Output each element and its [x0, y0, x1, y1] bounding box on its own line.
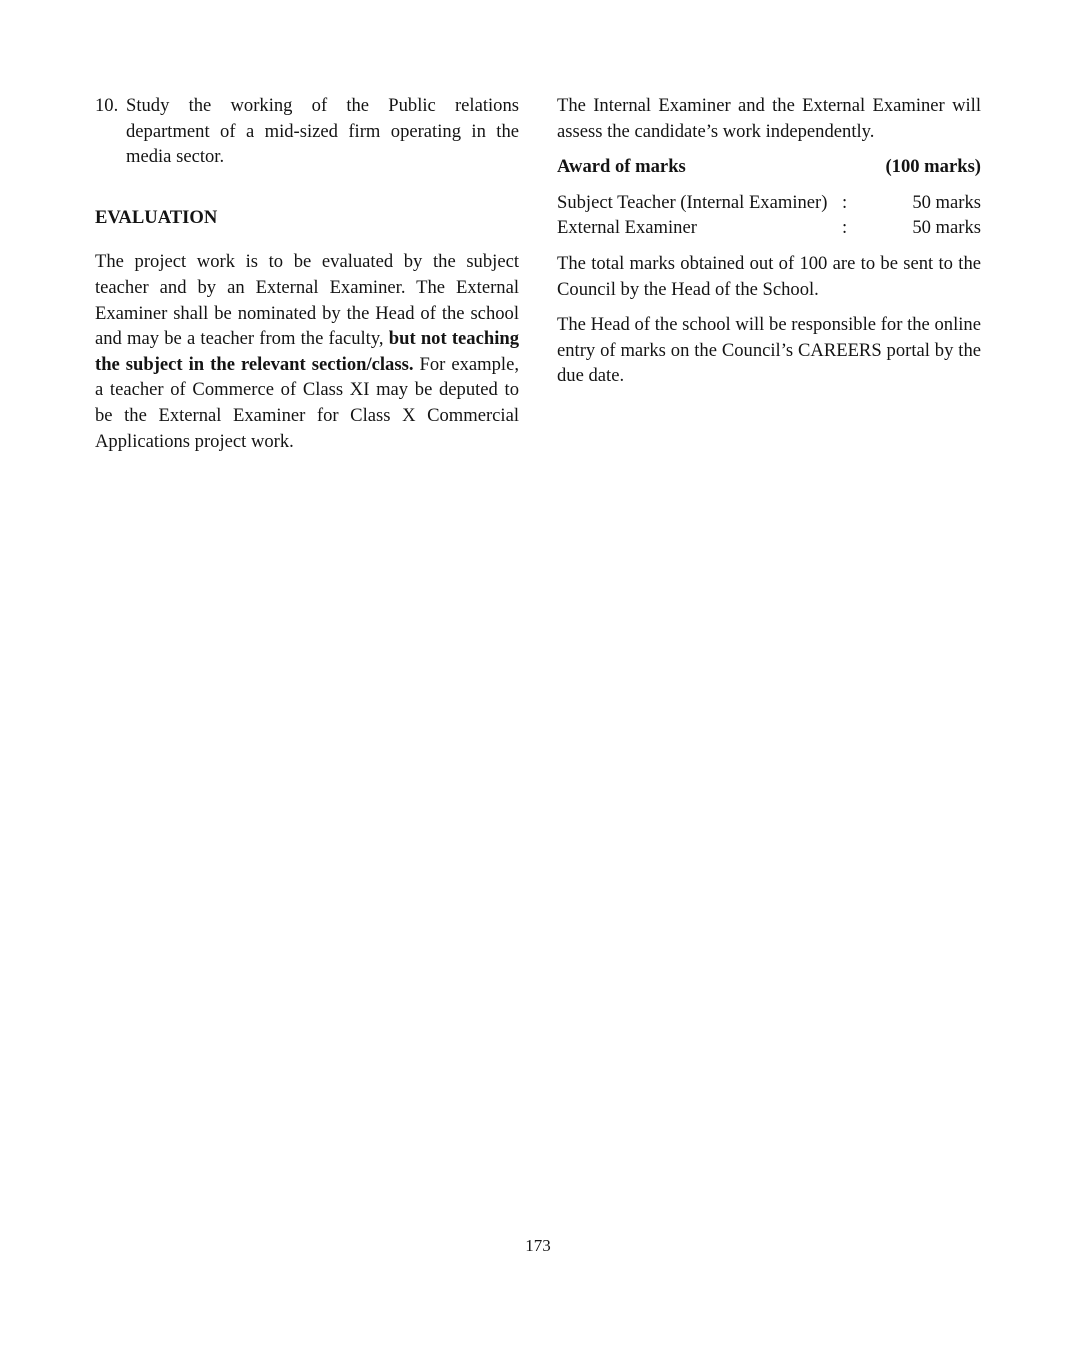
left-column: [95, 93, 519, 454]
right-column: [557, 93, 981, 389]
marks-row: [557, 190, 981, 216]
list-item-text: Study the working of the Public relations department of a mid-sized firm operating in the media sector.: [126, 95, 519, 168]
evaluation-text-part1: The project work is to be evaluated by the subject teacher and by an External Examiner. The External Examiner shall be nominated by the Head of the school and may be a teacher from the faculty,: [95, 251, 519, 350]
award-of-marks-total: (100 marks): [885, 156, 981, 178]
evaluation-text-part2: For example, a teacher of Commerce of Class XI may be deputed to be the External Examiner for Class X Commercial Applications project work.: [95, 353, 519, 452]
award-of-marks-header: [557, 154, 981, 180]
marks-row-value: 50 marks: [912, 217, 981, 239]
evaluation-text-bold: but not teaching the subject in the relevant section/class.: [95, 328, 520, 375]
marks-row-value: 50 marks: [912, 191, 981, 213]
online-entry-note: The Head of the school will be responsible for the online entry of marks on the Council’s CAREERS portal by the due date.: [557, 314, 981, 387]
award-of-marks-title: Award of marks: [557, 156, 686, 178]
marks-row-separator: :: [842, 217, 848, 239]
page-number: 173: [525, 1236, 551, 1255]
marks-row-label: External Examiner: [557, 217, 697, 239]
evaluation-paragraph: [95, 249, 519, 454]
list-item-10: [95, 93, 519, 170]
marks-table: [557, 190, 981, 241]
list-item-number: 10.: [95, 95, 119, 116]
marks-row: [557, 215, 981, 241]
assessment-intro: The Internal Examiner and the External Examiner will assess the candidate’s work independently.: [557, 95, 981, 142]
total-marks-note: The total marks obtained out of 100 are to be sent to the Council by the Head of the School.: [557, 252, 981, 300]
evaluation-heading: EVALUATION: [95, 206, 218, 228]
marks-row-separator: :: [842, 191, 848, 213]
marks-row-label: Subject Teacher (Internal Examiner): [557, 191, 828, 213]
